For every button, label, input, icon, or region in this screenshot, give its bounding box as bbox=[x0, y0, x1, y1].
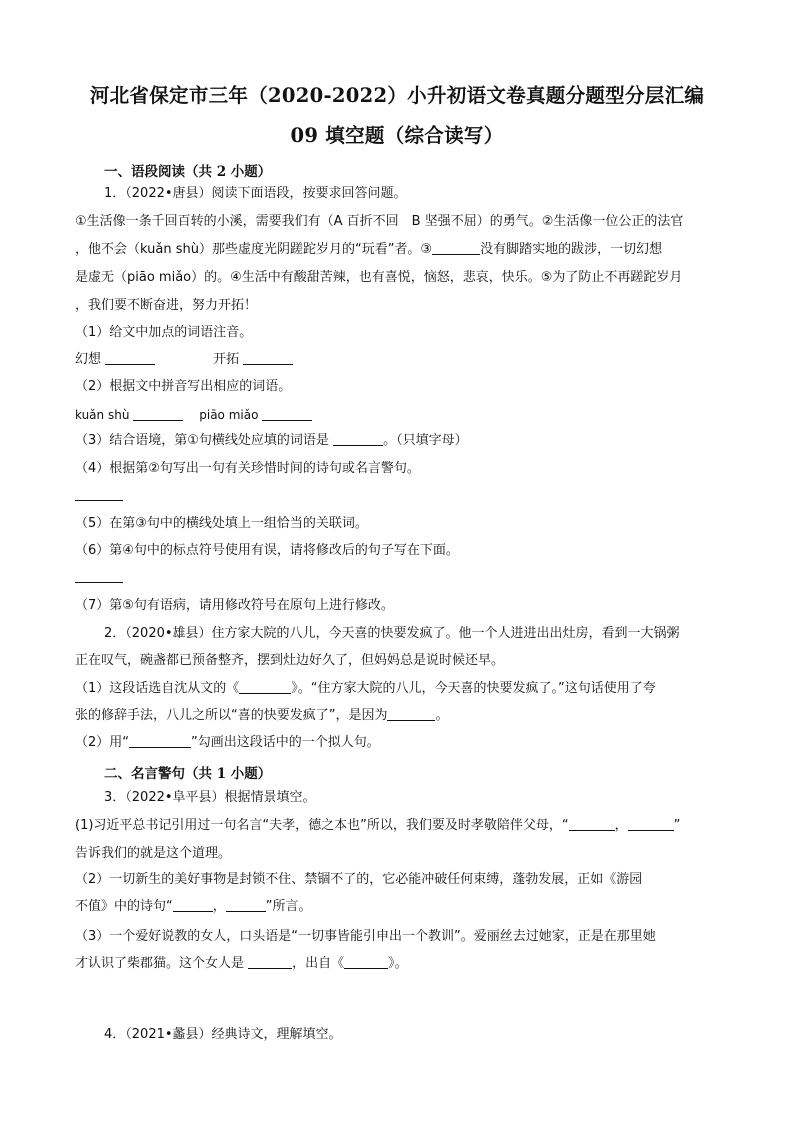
question-3-sub-3: （3）一个爱好说教的女人，口头语是“一切事皆能引申出一个教训”。爱丽丝去过她家，正是在那里她 bbox=[75, 929, 656, 944]
question-1-sub-1: （1）给文中加点的词语注音。 bbox=[75, 325, 253, 340]
section-heading-2: 二、名言警句（共 1 小题） bbox=[104, 766, 272, 782]
answer-blank[interactable] bbox=[569, 818, 615, 831]
answer-blank[interactable] bbox=[262, 408, 312, 421]
answer-blank[interactable] bbox=[628, 818, 674, 831]
question-3-sub-3-cont: 才认识了柴郡猫。这个女人是 ，出自《 》。 bbox=[75, 956, 408, 971]
answer-blank[interactable] bbox=[333, 433, 383, 446]
answer-blank[interactable] bbox=[173, 899, 213, 912]
section-heading-1: 一、语段阅读（共 2 小题） bbox=[104, 164, 272, 180]
answer-blank[interactable] bbox=[248, 956, 292, 969]
answer-blank[interactable] bbox=[129, 735, 191, 748]
question-1-sub-2-answers: kuǎn shù piāo miǎo bbox=[75, 407, 312, 423]
answer-blank[interactable] bbox=[387, 708, 435, 721]
question-1-sub-4: （4）根据第②句写出一句有关珍惜时间的诗句或名言警句。 bbox=[75, 461, 420, 476]
answer-blank[interactable] bbox=[105, 352, 155, 365]
question-3-header: 3．（2022•阜平县）根据情景填空。 bbox=[104, 790, 316, 805]
question-2-sub-2: （2）用“ ”勾画出这段话中的一个拟人句。 bbox=[75, 735, 380, 750]
question-1-text-line-4: ，我们要不断奋进，努力开拓！ bbox=[75, 298, 258, 313]
question-1-header: 1．（2022•唐县）阅读下面语段，按要求回答问题。 bbox=[104, 186, 407, 201]
question-2-header: 2．（2020•雄县）住方家大院的八儿，今天喜的快要发疯了。他一个人进进出出灶房，看到一大锅粥 bbox=[104, 626, 680, 641]
question-2-sub-1-cont: 张的修辞手法，八儿之所以“喜的快要发疯了”，是因为 。 bbox=[75, 708, 449, 723]
question-1-text-line-1: ①生活像一条千回百转的小溪，需要我们有（A 百折不回 B 坚强不屈）的勇气。②生活像一位公正的法官 bbox=[75, 214, 684, 229]
question-1-sub-2: （2）根据文中拼音写出相应的词语。 bbox=[75, 379, 292, 394]
answer-blank[interactable] bbox=[432, 242, 480, 255]
question-3-sub-1: (1)习近平总书记引用过一句名言“夫孝，德之本也”所以，我们要及时孝敬陪伴父母，“ ， ” bbox=[75, 818, 681, 833]
question-1-sub-1-answers: 幻想 开拓 bbox=[75, 352, 293, 368]
answer-blank[interactable] bbox=[344, 956, 388, 969]
question-1-text-line-2: ，他不会（kuǎn shù）那些虚度光阴蹉跎岁月的“玩看”者。③ 没有脚踏实地的跋涉，一切幻想 bbox=[75, 242, 663, 257]
question-3-sub-2-cont: 不值》中的诗句“ ， ”所言。 bbox=[75, 899, 312, 914]
answer-blank[interactable] bbox=[243, 352, 293, 365]
question-1-sub-6: （6）第④句中的标点符号使用有误，请将修改后的句子写在下面。 bbox=[75, 543, 459, 558]
question-3-sub-2: （2）一切新生的美好事物是封锁不住、禁锢不了的，它必能冲破任何束缚，蓬勃发展，正如《游园 bbox=[75, 872, 643, 887]
answer-blank[interactable] bbox=[133, 408, 183, 421]
question-2-sub-1: （1）这段话选自沈从文的《 》。“住方家大院的八儿，今天喜的快要发疯了。”这句话使用了夸 bbox=[75, 681, 656, 696]
document-subtitle: 09 填空题（综合读写） bbox=[290, 124, 504, 147]
answer-blank[interactable] bbox=[239, 681, 291, 694]
document-title: 河北省保定市三年（2020-2022）小升初语文卷真题分题型分层汇编 bbox=[89, 84, 705, 107]
answer-blank[interactable] bbox=[226, 899, 266, 912]
answer-line[interactable] bbox=[75, 582, 123, 583]
question-2-text-line-2: 正在叹气，碗盏都已预备整齐，摆到灶边好久了，但妈妈总是说时候还早。 bbox=[75, 653, 505, 668]
question-1-sub-7: （7）第⑤句有语病，请用修改符号在原句上进行修改。 bbox=[75, 598, 394, 613]
question-1-text-line-3: 是虚无（piāo miǎo）的。④生活中有酸甜苦辣，也有喜悦，恼怒，悲哀，快乐。⑤为了防止不再蹉跎岁月 bbox=[75, 270, 683, 285]
question-1-sub-5: （5）在第③句中的横线处填上一组恰当的关联词。 bbox=[75, 516, 368, 531]
answer-line[interactable] bbox=[75, 500, 123, 501]
question-3-sub-1-cont: 告诉我们的就是这个道理。 bbox=[75, 846, 232, 861]
question-4-header: 4．（2021•蠡县）经典诗文，理解填空。 bbox=[104, 1027, 342, 1042]
question-1-sub-3: （3）结合语境，第①句横线处应填的词语是 。（只填字母） bbox=[75, 433, 468, 448]
